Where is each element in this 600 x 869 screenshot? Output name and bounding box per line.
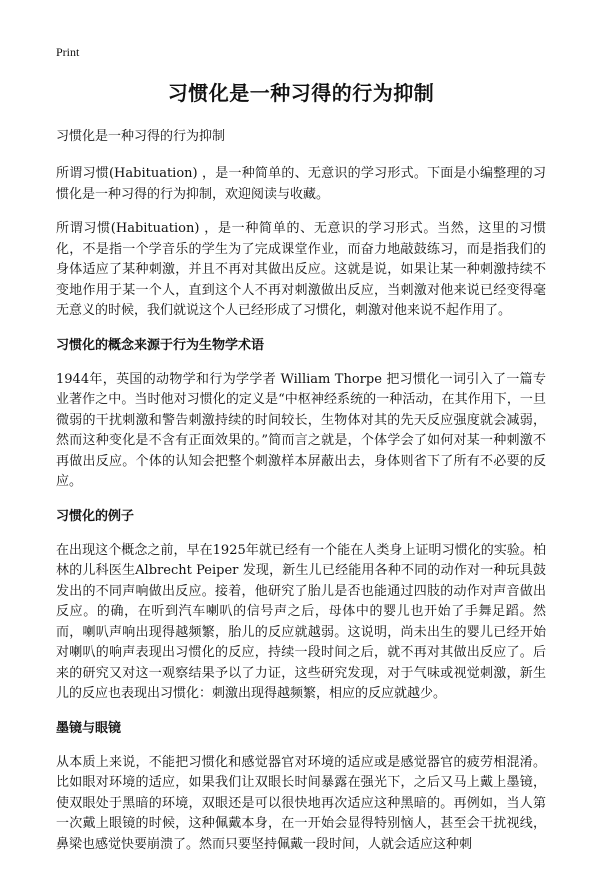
intro-paragraph: 所谓习惯(Habituation) ，是一种简单的、无意识的学习形式。下面是小编整理的习惯化是一种习得的行为抑制，欢迎阅读与收藏。 xyxy=(56,166,546,202)
print-label[interactable]: Print xyxy=(56,45,80,59)
section-heading-origin: 习惯化的概念来源于行为生物学术语 xyxy=(56,337,265,353)
section-body-examples: 在出现这个概念之前，早在1925年就已经有一个能在人类身上证明习惯化的实验。柏林的儿科医生Albrecht Peiper 发现，新生儿已经能用各种不同的动作对一种玩具鼓发出的不同声响做出反应。接着，他研究了胎儿是否也能通过四肢的动作对声音做出反应。的确，在听到汽车喇叭的信号声之后，母体中的婴儿也开始了手舞足蹈。然而，喇叭声响出现得越频繁，胎儿的反应就越弱。这说明，尚未出生的婴儿已经开始对喇叭的响声表现出习惯化的反应，持续一段时间之后，就不再对其做出反应了。后来的研究又对这一观察结果予以了力证，这些研究发现，对于气味或视觉刺激，新生儿的反应也表现出习惯化：刺激出现得越频繁，相应的反应就越少。 xyxy=(56,542,546,701)
section-body-origin: 1944年，英国的动物学和行为学学者 William Thorpe 把习惯化一词引入了一篇专业著作之中。当时他对习惯化的定义是“中枢神经系统的一种活动，在其作用下，一旦微弱的干扰刺激和警告刺激持续的时间较长，生物体对其的先天反应强度就会减弱，然而这种变化是不含有正面效果的。”简而言之就是，个体学会了如何对某一种刺激不再做出反应。个体的认知会把整个刺激样本屏蔽出去，身体则省下了所有不必要的反应。 xyxy=(56,371,546,489)
definition-paragraph: 所谓习惯(Habituation) ，是一种简单的、无意识的学习形式。当然，这里的习惯化，不是指一个学音乐的学生为了完成课堂作业，而奋力地敲鼓练习，而是指我们的身体适应了某种刺激，并且不再对其做出反应。这就是说，如果让某一种刺激持续不变地作用于某一个人，直到这个人不再对刺激做出反应，当刺激对他来说已经变得毫无意义的时候，我们就说这个人已经形成了习惯化，刺激对他来说不起作用了。 xyxy=(56,221,546,318)
section-heading-glasses: 墨镜与眼镜 xyxy=(56,720,122,736)
subtitle: 习惯化是一种习得的行为抑制 xyxy=(56,129,226,144)
document-page xyxy=(56,44,546,869)
page-title: 习惯化是一种习得的行为抑制 xyxy=(167,81,435,105)
section-heading-examples: 习惯化的例子 xyxy=(56,508,135,524)
section-body-glasses: 从本质上来说，不能把习惯化和感觉器官对环境的适应或是感觉器官的疲劳相混淆。比如眼对环境的适应，如果我们让双眼长时间暴露在强光下，之后又马上戴上墨镜，使双眼处于黑暗的环境，双眼还是可以很快地再次适应这种黑暗的。再例如，当人第一次戴上眼镜的时候，这种佩戴本身，在一开始会显得特别恼人，甚至会干扰视线，鼻梁也感觉快要崩溃了。然而只要坚持佩戴一段时间，人就会适应这种刺 xyxy=(56,754,546,852)
